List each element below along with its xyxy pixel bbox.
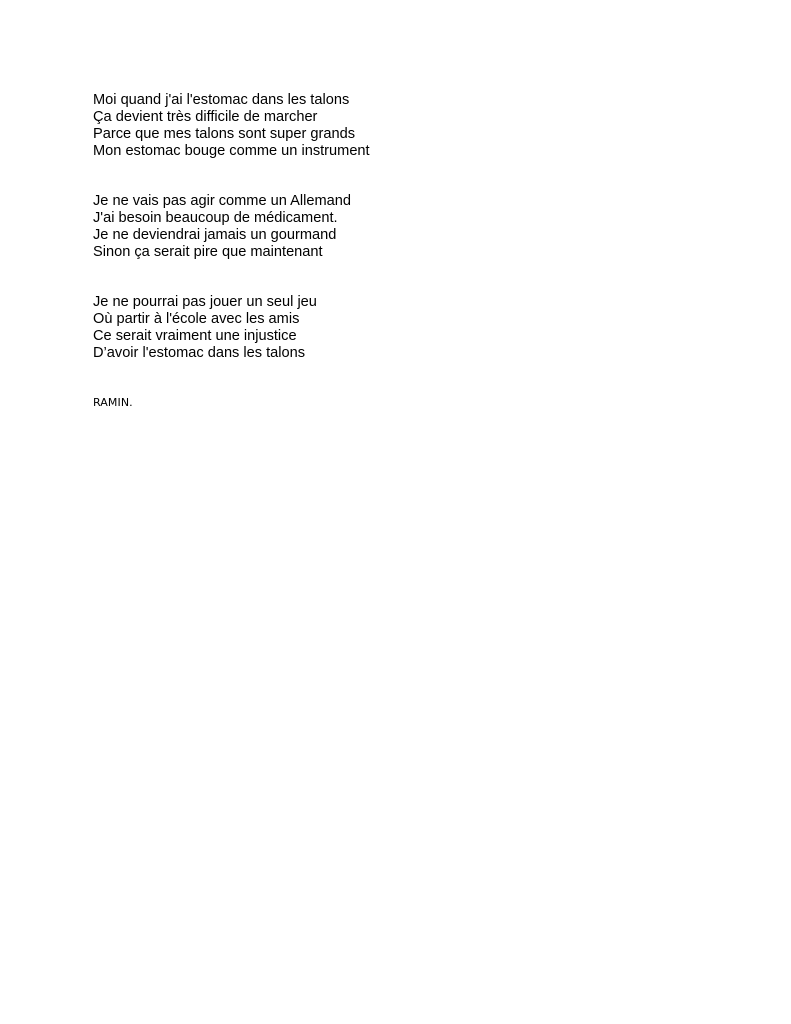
poem-line: D’avoir l'estomac dans les talons: [93, 345, 306, 361]
poem-line: Mon estomac bouge comme un instrument: [93, 143, 370, 159]
poem-line: Sinon ça serait pire que maintenant: [93, 244, 323, 260]
poem-line: J'ai besoin beaucoup de médicament.: [93, 210, 338, 226]
poem-line: Moi quand j'ai l'estomac dans les talons: [93, 92, 350, 108]
poem-line: Ça devient très difficile de marcher: [93, 109, 318, 125]
poem-line: Je ne vais pas agir comme un Allemand: [93, 193, 351, 209]
poem-line: Parce que mes talons sont super grands: [93, 126, 356, 142]
poem-line: Ce serait vraiment une injustice: [93, 328, 297, 344]
poem: [93, 92, 693, 362]
stanza-2: [93, 193, 693, 261]
poem-line: Je ne pourrai pas jouer un seul jeu: [93, 294, 317, 310]
stanza-1: [93, 92, 693, 160]
author-signature: RAMIN.: [93, 396, 133, 409]
stanza-3: [93, 294, 693, 362]
poem-line: Où partir à l'école avec les amis: [93, 311, 300, 327]
poem-line: Je ne deviendrai jamais un gourmand: [93, 227, 337, 243]
